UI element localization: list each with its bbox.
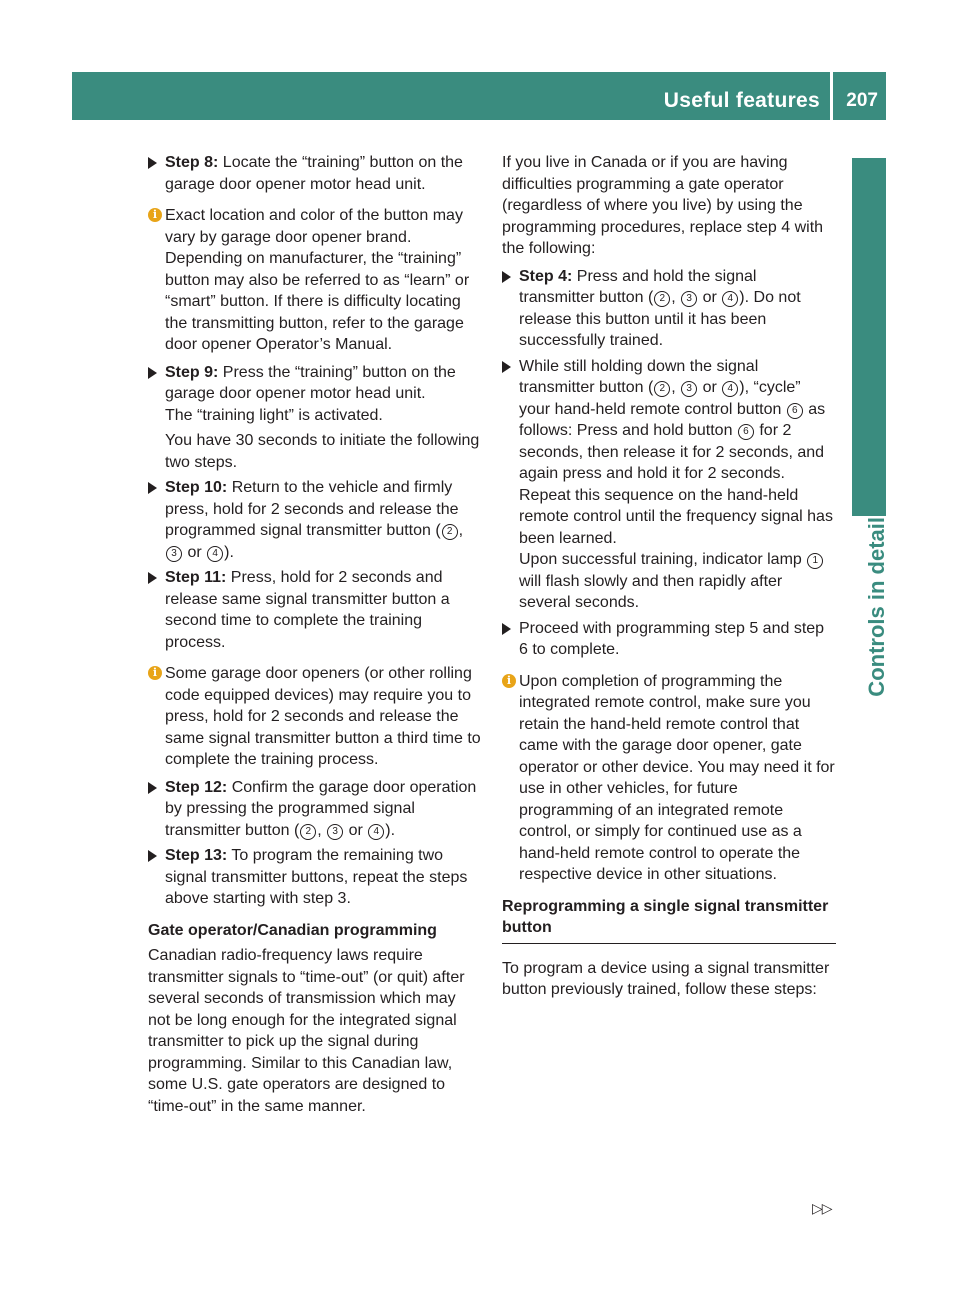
step-text: will flash slowly and then rapidly after several seconds. [519, 572, 783, 611]
separator: , [671, 379, 681, 396]
step-label: Step 9: [165, 363, 219, 381]
separator: or [698, 289, 722, 306]
side-tab-label [852, 517, 889, 937]
separator: or [344, 821, 368, 839]
info-icon: i [148, 666, 162, 680]
button-3-ref: 3 [681, 381, 697, 397]
step-9 [148, 362, 482, 474]
button-3-ref: 3 [681, 291, 697, 307]
button-4-ref: 4 [722, 291, 738, 307]
step-text: Locate the “training” button on the garage door opener motor head unit. [165, 154, 463, 193]
section-title: Useful features [663, 89, 820, 112]
info-note-1 [148, 205, 482, 356]
step-label: Step 4: [519, 267, 573, 285]
side-tab-marker [852, 158, 886, 516]
step-13 [148, 845, 482, 910]
info-icon: i [502, 674, 516, 688]
step-text-end: ). [385, 821, 396, 839]
step-arrow-icon [148, 367, 157, 379]
separator: or [183, 543, 207, 561]
step-arrow-icon [148, 482, 157, 494]
intro-paragraph: If you live in Canada or if you are having difficulties programming a gate operator (regardless of where you live) by using the programming procedures, replace step 4 with the following: [502, 154, 824, 257]
step-label: Step 10: [165, 479, 228, 496]
step-arrow-icon [502, 271, 511, 283]
note-text: Some garage door openers (or other rolling code equipped devices) may require you to press, hold for 2 seconds and release the same signal transmitter button a third time to complete the training process. [165, 665, 481, 768]
step-text: ), “cycle” your hand-held remote control button [519, 379, 801, 418]
step-12 [148, 777, 482, 842]
separator: , [458, 522, 464, 539]
step-arrow-icon [502, 361, 511, 373]
step-10 [148, 477, 482, 563]
button-4-ref: 4 [368, 824, 384, 840]
step-text: Upon successful training, indicator lamp [519, 551, 807, 568]
step-arrow-icon [148, 157, 157, 169]
section-heading: Gate operator/Canadian programming [148, 921, 437, 939]
step-text: Return to the vehicle and firmly press, hold for 2 seconds and release the programmed signal transmitter button ( [165, 479, 459, 539]
step-text: for 2 seconds, then release it for 2 seconds, and again press and hold it for 2 seconds. Repeat this sequence on the hand-held remote control until the frequency signal has been learned. [519, 422, 833, 547]
step-text: Proceed with programming step 5 and step 6 to complete. [519, 619, 825, 658]
step-arrow-icon [502, 623, 511, 635]
button-2-ref: 2 [654, 291, 670, 307]
button-4-ref: 4 [207, 546, 223, 562]
step-label: Step 11: [165, 569, 227, 586]
button-2-ref: 2 [442, 524, 458, 540]
note-text: Exact location and color of the button may vary by garage door opener brand. Depending on manufacturer, the “training” button may also be referred to as “learn” or “smart” button. If there is difficulty locating the transmitting button, refer to the garage door opener Operator’s Manual. [165, 207, 470, 353]
continuation-icon: ▷▷ [812, 1200, 832, 1216]
step-text-line: The “training light” is activated. [165, 406, 383, 424]
button-6-ref: 6 [787, 403, 803, 419]
step-text-end: ). Do not release this button until it has been successfully trained. [519, 289, 801, 349]
separator: or [698, 379, 722, 396]
step-arrow-icon [148, 782, 157, 794]
side-tab-text: Controls in detail [864, 517, 889, 697]
step-arrow-icon [148, 572, 157, 584]
step-text: While still holding down the signal transmitter button ( [519, 357, 759, 396]
info-note-2 [148, 663, 482, 771]
page-number: 207 [846, 90, 878, 111]
left-column [148, 152, 482, 1121]
step-arrow-icon [148, 850, 157, 862]
step-text: as follows: Press and hold button [519, 400, 826, 439]
button-3-ref: 3 [327, 824, 343, 840]
step-text: Press, hold for 2 seconds and release same signal transmitter button a second time to complete the training process. [165, 569, 450, 651]
step-text-end: ). [224, 543, 234, 561]
info-note-3 [502, 671, 836, 886]
note-text: Upon completion of programming the integrated remote control, make sure you retain the hand-held remote control that came with the garage door opener, gate operator or other device. You may need it for use in other vehicles, for future programming of an integrated remote control, or simply for continued use as a hand-held remote control to operate the respective device in other situations. [519, 672, 835, 883]
button-3-ref: 3 [166, 546, 182, 562]
body-paragraph: To program a device using a signal transmitter button previously trained, follow these steps: [502, 959, 830, 998]
step-proceed [502, 618, 836, 661]
body-paragraph: Canadian radio-frequency laws require transmitter signals to “time-out” (or quit) after several seconds of transmission which may not be long enough for the integrated signal transmitter to pick up the signal during programming. Similar to this Canadian law, some U.S. gate operators are designed to “time-out” in the same manner. [148, 947, 465, 1115]
button-4-ref: 4 [722, 381, 738, 397]
button-2-ref: 2 [654, 381, 670, 397]
step-text: Confirm the garage door operation by pressing the programmed signal transmitter button ( [165, 778, 477, 839]
step-8 [148, 152, 482, 195]
button-2-ref: 2 [300, 824, 316, 840]
lamp-1-ref: 1 [807, 553, 823, 569]
step-4 [502, 266, 836, 352]
step-hold-cycle [502, 356, 836, 614]
step-text-line: You have 30 seconds to initiate the following two steps. [165, 432, 480, 471]
step-text: Press the “training” button on the garage door opener motor head unit. [165, 363, 456, 402]
info-icon: i [148, 208, 162, 222]
step-text: To program the remaining two signal transmitter buttons, repeat the steps above starting with step 3. [165, 847, 468, 907]
step-label: Step 8: [165, 154, 219, 171]
page-header [72, 72, 886, 120]
section-heading: Reprogramming a single signal transmitter button [502, 896, 836, 944]
step-label: Step 13: [165, 847, 228, 864]
separator: , [671, 289, 681, 306]
step-text: Press and hold the signal transmitter button ( [519, 267, 757, 306]
step-11 [148, 567, 482, 653]
separator: , [317, 821, 327, 839]
header-divider [830, 72, 833, 120]
button-6-ref: 6 [738, 424, 754, 440]
step-label: Step 12: [165, 778, 228, 796]
right-column [502, 152, 836, 1005]
